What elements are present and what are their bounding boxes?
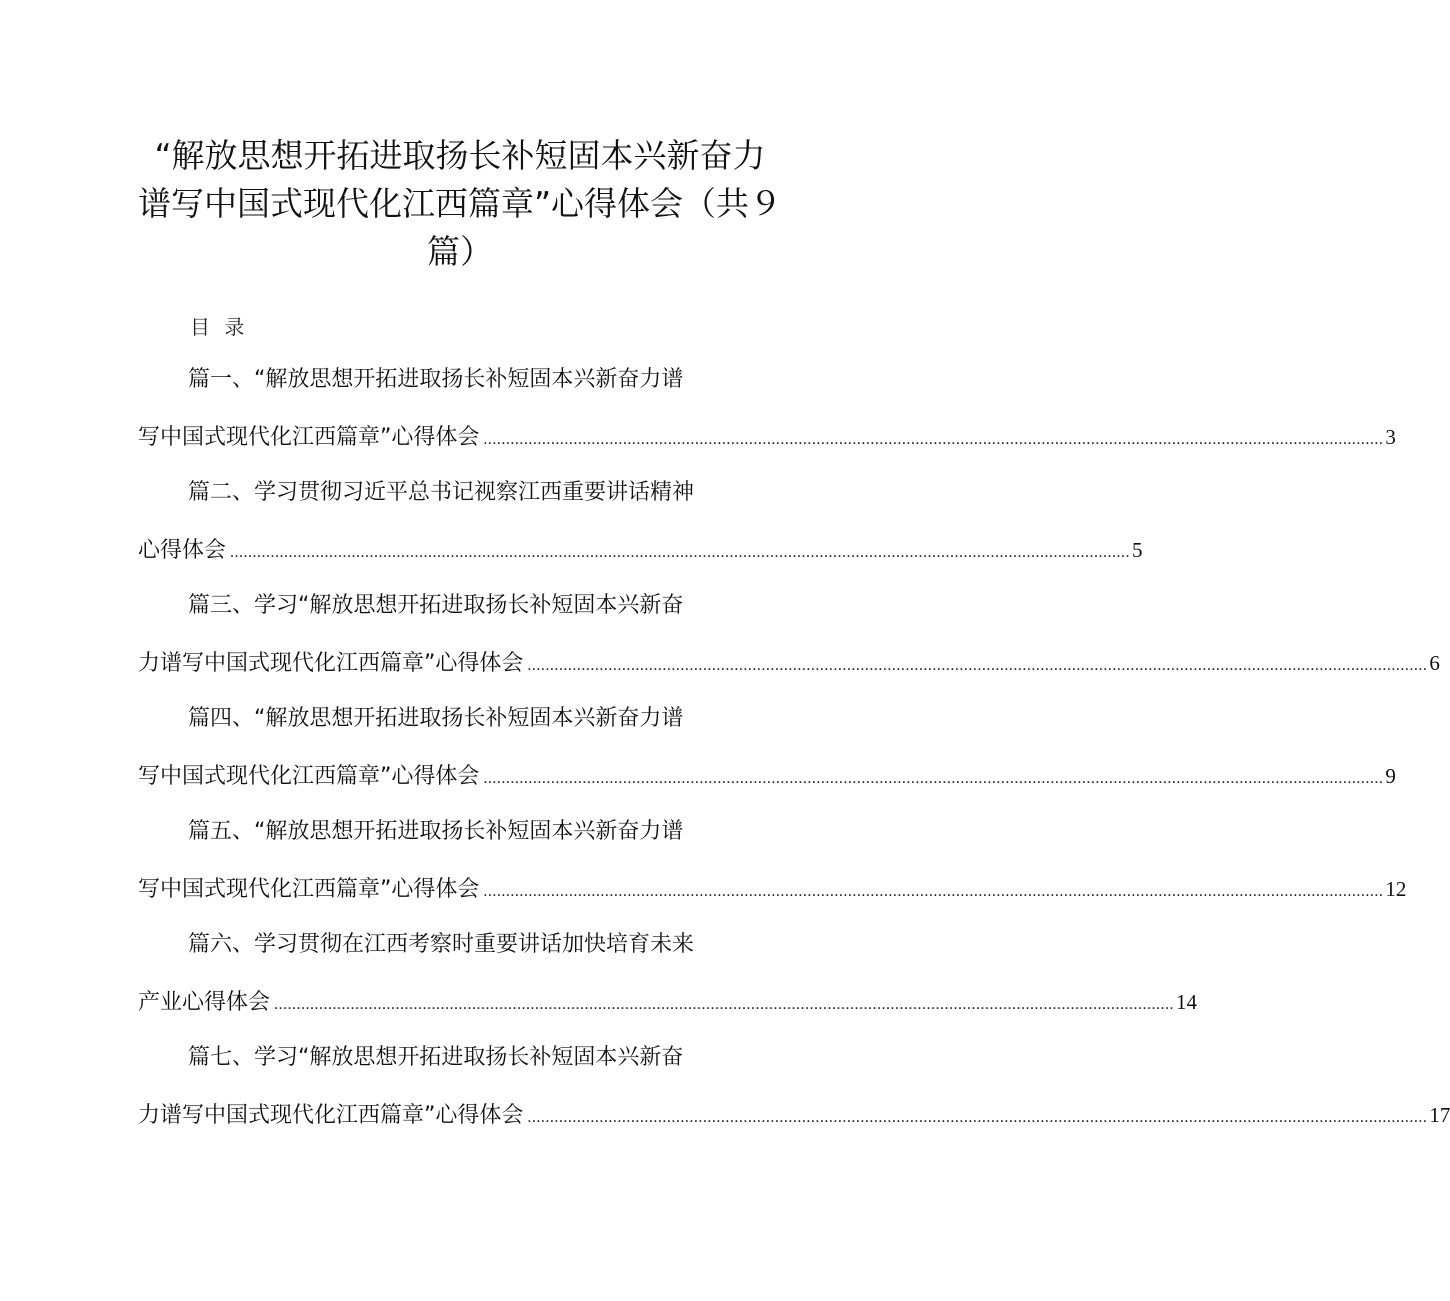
toc-page-number: 14 [1176,990,1198,1014]
toc-entry-title-line1: 篇二、学习贯彻习近平总书记视察江西重要讲话精神 [188,480,695,505]
toc-heading: 目 录 [190,315,249,339]
toc-entry-title-line2: 心得体会 [138,538,227,563]
toc-entry-title-line2: 力谱写中国式现代化江西篇章”心得体会 [138,1103,524,1128]
toc-entry-line2 [138,977,1198,1027]
title-line: 谱写中国式现代化江西篇章”心得体会（共９ [137,184,783,223]
toc-entry-title-line1: 篇四、“解放思想开拓进取扬长补短固本兴新奋力谱 [188,706,684,731]
toc-entry[interactable] [0,694,1396,807]
dot-leader: ........................................................................................................................................................................................................ [483,431,1384,448]
dot-leader: ........................................................................................................................................................................................................ [483,883,1384,900]
dot-leader: ........................................................................................................................................................................................................ [527,1109,1428,1126]
toc-entry[interactable] [0,355,1396,468]
toc-entry-title-line2: 写中国式现代化江西篇章”心得体会 [138,425,480,450]
toc-entry[interactable] [0,920,1198,1033]
toc-entry-line2 [138,412,1396,462]
document-title [120,132,800,276]
toc-page-number: 17 [1429,1103,1450,1127]
toc-page-number: 5 [1132,538,1143,562]
dot-leader: ........................................................................................................................................................................................................ [527,657,1428,674]
toc-entry[interactable] [0,468,1143,581]
toc-entry-line2 [138,751,1396,801]
toc-entry[interactable] [0,581,1440,694]
toc-entry-line2 [138,1090,1450,1140]
toc-entry-line2 [138,864,1407,914]
toc-entry-title-line2: 写中国式现代化江西篇章”心得体会 [138,764,480,789]
title-line: 篇） [427,232,493,271]
toc-entry[interactable] [0,1033,1450,1146]
toc-entry-title-line1: 篇七、学习“解放思想开拓进取扬长补短固本兴新奋 [188,1045,684,1070]
toc-entry-line2 [138,638,1440,688]
dot-leader: ........................................................................................................................................................................................................ [274,996,1175,1013]
title-line: “解放思想开拓进取扬长补短固本兴新奋力 [154,136,766,175]
table-of-contents [0,355,1450,1146]
toc-entry[interactable] [0,807,1407,920]
toc-page-number: 12 [1385,877,1407,901]
toc-entry-title-line1: 篇三、学习“解放思想开拓进取扬长补短固本兴新奋 [188,593,684,618]
toc-entry-title-line1: 篇六、学习贯彻在江西考察时重要讲话加快培育未来 [188,932,695,957]
dot-leader: ........................................................................................................................................................................................................ [230,544,1131,561]
dot-leader: ........................................................................................................................................................................................................ [483,770,1384,787]
toc-entry-title-line1: 篇五、“解放思想开拓进取扬长补短固本兴新奋力谱 [188,819,684,844]
toc-entry-title-line2: 产业心得体会 [138,990,271,1015]
toc-entry-title-line2: 写中国式现代化江西篇章”心得体会 [138,877,480,902]
toc-entry-line2 [138,525,1143,575]
toc-page-number: 9 [1385,764,1396,788]
toc-page-number: 6 [1429,651,1440,675]
toc-page-number: 3 [1385,425,1396,449]
toc-entry-title-line1: 篇一、“解放思想开拓进取扬长补短固本兴新奋力谱 [188,367,684,392]
toc-entry-title-line2: 力谱写中国式现代化江西篇章”心得体会 [138,651,524,676]
